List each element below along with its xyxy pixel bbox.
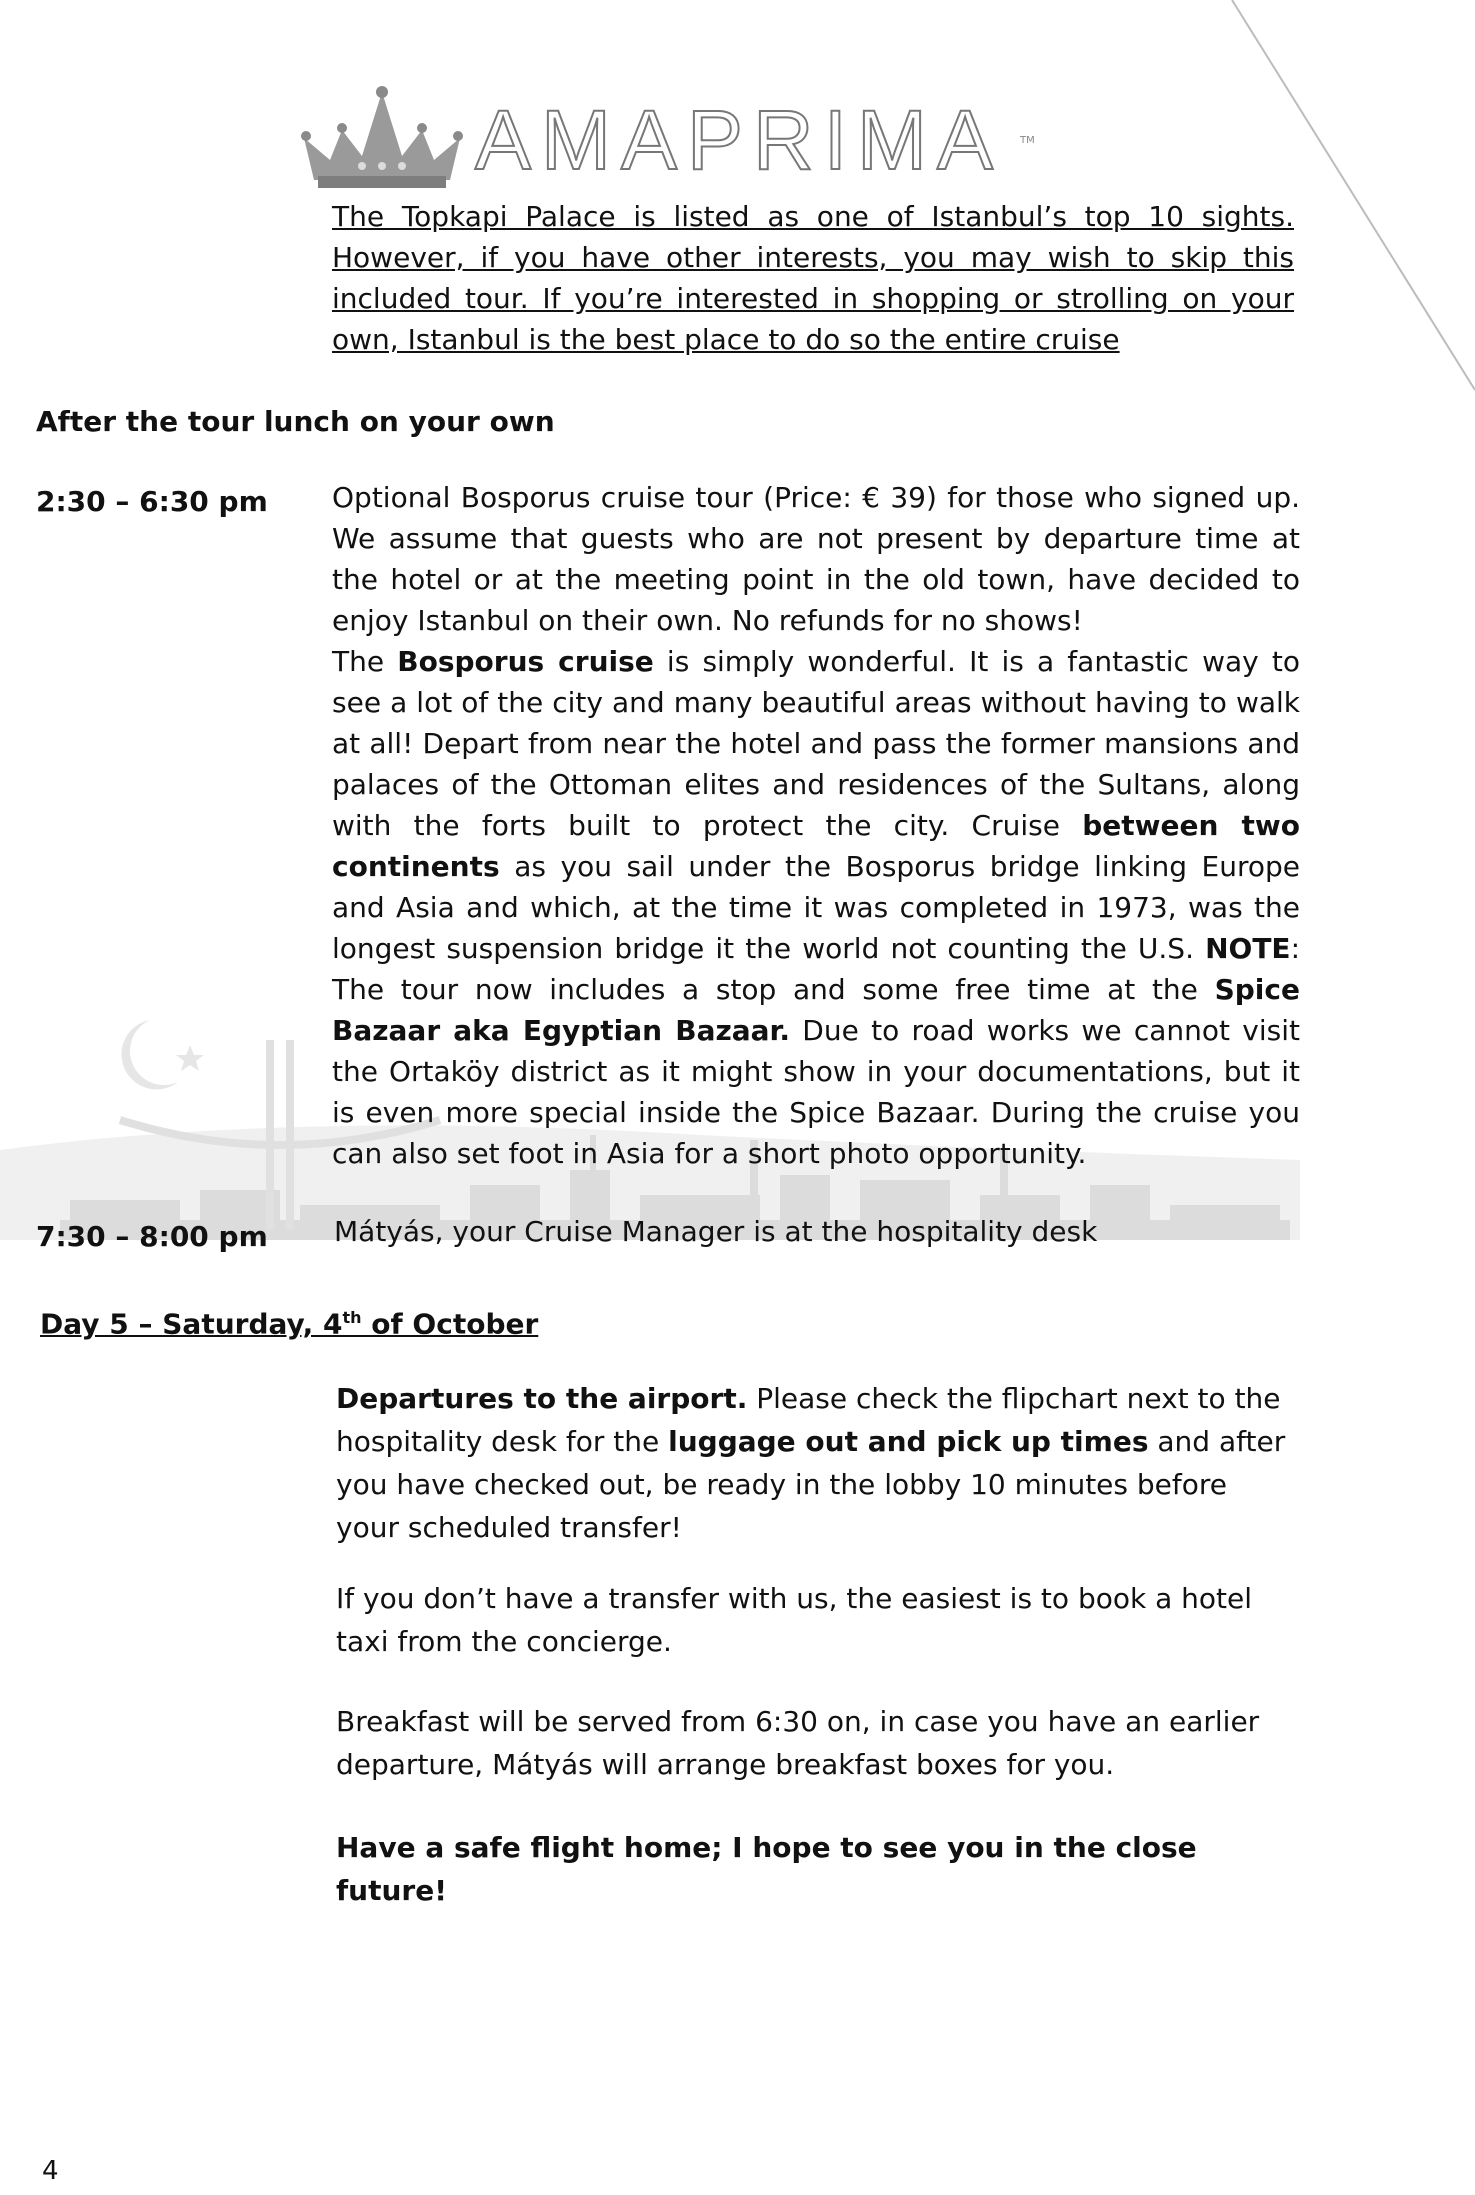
departures-paragraph	[336, 1377, 1286, 1549]
bold-run: NOTE	[1205, 932, 1291, 965]
lunch-note: After the tour lunch on your own	[36, 405, 555, 438]
text-run: : The tour now includes a stop and some free time at the	[332, 932, 1300, 1006]
schedule-time: 2:30 – 6:30 pm	[36, 485, 268, 518]
text-run: as you sail under the Bosporus bridge linking Europe and Asia and which, at the time it was completed in 1973, was the longest suspension bridge it the world not counting the U.S.	[332, 850, 1300, 965]
amaprima-logo	[300, 80, 1060, 200]
text-run: is simply wonderful. It is a fantastic way to see a lot of the city and many beautiful areas without having to walk at all! Depart from near the hotel and pass the former mansions and palaces of the Ottoman elites and residences of the Sultans, along with the forts built to protect the city. Cruise	[332, 645, 1300, 842]
bold-run: Spice Bazaar aka Egyptian Bazaar.	[332, 973, 1300, 1047]
text-run: and after you have checked out, be ready in the lobby 10 minutes before your scheduled transfer!	[336, 1425, 1286, 1544]
text-run: Please check the flipchart next to the hospitality desk for the	[336, 1382, 1281, 1458]
heading-superscript: th	[342, 1308, 362, 1327]
trademark-mark: TM	[1020, 135, 1035, 146]
bold-run: between two continents	[332, 809, 1301, 883]
logo-wordmark: AMAPRIMA	[475, 93, 1004, 187]
text-run: The	[332, 645, 398, 678]
crown-icon	[300, 80, 465, 190]
schedule-entry-text: Optional Bosporus cruise tour (Price: € 39) for those who signed up. We assume that guests who are not present by departure time at the hotel or at the meeting point in the old town, have decided to enjoy Istanbul on their own. No refunds for no shows!	[332, 481, 1300, 637]
bosporus-description	[332, 641, 1300, 1174]
text-run: Due to road works we cannot visit the Ortaköy district as it might show in your documentations, but it is even more special inside the Spice Bazaar. During the cruise you can also set foot in Asia for a short photo opportunity.	[332, 1014, 1300, 1170]
page-number: 4	[42, 2156, 59, 2186]
heading-part: of October	[361, 1307, 539, 1341]
schedule-entry-text: Mátyás, your Cruise Manager is at the hospitality desk	[334, 1215, 1098, 1248]
schedule-time: 7:30 – 8:00 pm	[36, 1220, 268, 1253]
bold-run: Bosporus cruise	[397, 645, 654, 678]
topkapi-note: The Topkapi Palace is listed as one of Istanbul’s top 10 sights. However, if you have other interests, you may wish to skip this included tour. If you’re interested in shopping or strolling on your own, Istanbul is the best place to do so the entire cruise	[332, 200, 1294, 356]
bold-run: Departures to the airport.	[336, 1382, 748, 1415]
bold-run: luggage out and pick up times	[668, 1425, 1149, 1458]
farewell-paragraph: Have a safe flight home; I hope to see you in the close future!	[336, 1831, 1197, 1907]
day-heading	[40, 1297, 538, 1344]
heading-part: Day 5 – Saturday, 4	[40, 1307, 343, 1341]
taxi-paragraph: If you don’t have a transfer with us, the easiest is to book a hotel taxi from the concierge.	[336, 1582, 1253, 1658]
breakfast-paragraph: Breakfast will be served from 6:30 on, in case you have an earlier departure, Mátyás will arrange breakfast boxes for you.	[336, 1705, 1260, 1781]
